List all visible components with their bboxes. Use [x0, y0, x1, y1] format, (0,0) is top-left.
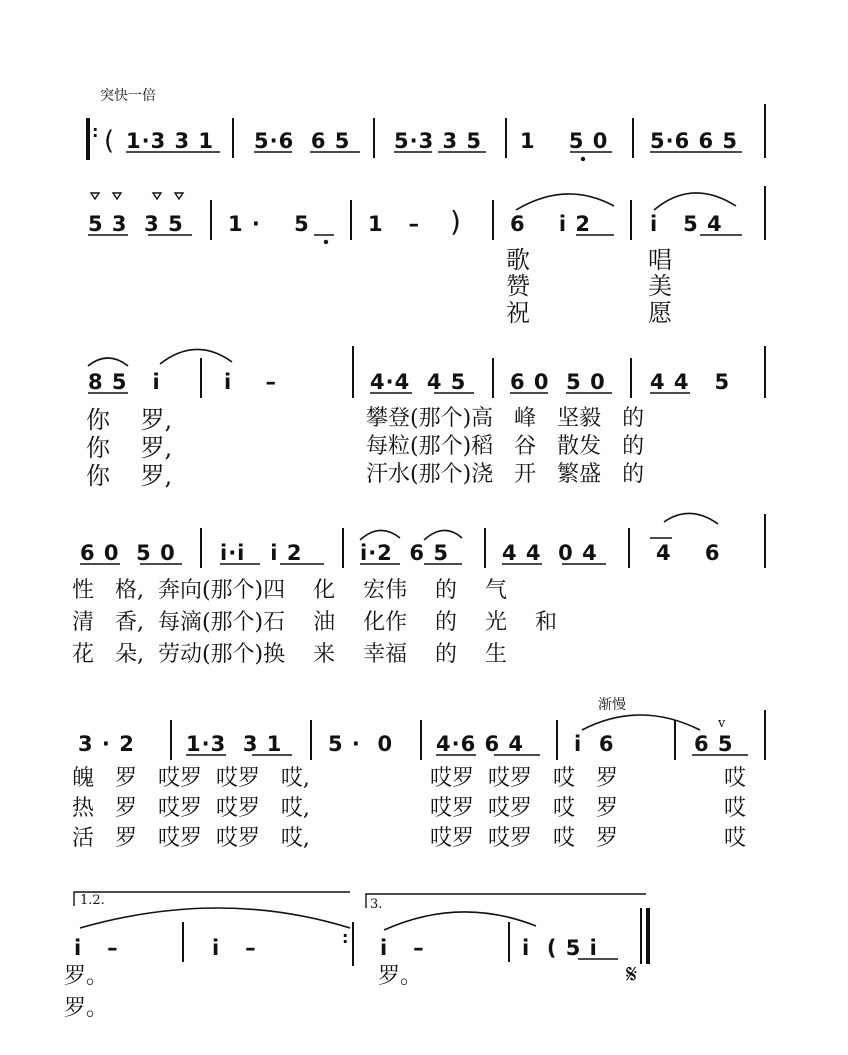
lyric-line: 魄 罗 哎罗 哎罗 哎,: [72, 766, 310, 791]
s6-measure-3: i –: [380, 936, 425, 960]
lyric: 愿: [648, 299, 672, 327]
s4-measure-2: i·i i 2: [220, 541, 303, 565]
lyric-line: 哎罗 哎罗 哎 罗: [430, 796, 618, 821]
s2-measure-3: 1 –: [368, 212, 421, 236]
s6-measure-4: i ( 5 i: [522, 936, 598, 960]
s3-measure-1: 8 5 i: [88, 370, 161, 394]
lyric-line: 你 罗,: [86, 406, 173, 434]
s5-measure-5: i 6: [574, 732, 615, 756]
lyric-line: 你 罗,: [86, 434, 173, 462]
lyric-line: 活 罗 哎罗 哎罗 哎,: [72, 826, 310, 851]
lyric: 祝: [506, 299, 530, 327]
lyric: 罗。: [64, 996, 109, 1021]
volta-label: 1.2.: [80, 893, 105, 908]
s1-measure-5: 5·6 6 5: [650, 129, 739, 153]
repeat-dots: :: [92, 122, 100, 141]
s1-measure-2: 5·6 6 5: [254, 129, 351, 153]
s1-measure-4: 1 5 0: [520, 129, 609, 153]
lyric: 罗。: [378, 964, 423, 989]
s5-measure-3: 5 · 0: [328, 732, 394, 756]
s1-measure-3: 5·3 3 5: [394, 129, 483, 153]
lyric: 罗。: [64, 964, 109, 989]
lyric: 哎: [724, 766, 747, 791]
s5-measure-6: 6 5: [694, 732, 734, 756]
segno-sign: 𝄋: [626, 960, 638, 990]
s5-measure-1: 3 · 2: [78, 732, 135, 756]
lyric-line: 攀登(那个)高 峰 坚毅 的: [366, 406, 645, 431]
s3-measure-4: 6 0 5 0: [510, 370, 606, 394]
s1-measure-1: 1·3 3 1: [126, 129, 215, 153]
s3-measure-2: i –: [224, 370, 277, 394]
lyric-line: 哎罗 哎罗 哎 罗: [430, 826, 618, 851]
lyric-line: 哎罗 哎罗 哎 罗: [430, 766, 618, 791]
lyric-line: 你 罗,: [86, 462, 173, 490]
s6-measure-2: i –: [212, 936, 257, 960]
lyric-line: 每粒(那个)稻 谷 散发 的: [366, 434, 645, 459]
lyric: 美: [648, 272, 672, 300]
tempo-mark: 突快一倍: [100, 88, 156, 104]
lyric-line: 花 朵, 劳动(那个)换 来 幸福 的 生: [72, 642, 508, 667]
s4-measure-1: 6 0 5 0: [80, 541, 176, 565]
lyric-line: 热 罗 哎罗 哎罗 哎,: [72, 796, 310, 821]
intro-close-paren: ): [450, 205, 462, 238]
lyric: 赞: [506, 272, 530, 300]
lyric: 哎: [724, 796, 747, 821]
volta-label: 3.: [370, 897, 383, 912]
lyric: 唱: [648, 246, 672, 274]
s5-measure-4: 4·6 6 4: [436, 732, 525, 756]
s3-measure-5: 4 4 5: [650, 370, 731, 394]
s2-measure-5: i 5 4: [650, 212, 723, 236]
s2-measure-1: 5 3 3 5: [88, 212, 184, 236]
s3-measure-3: 4·4 4 5: [370, 370, 467, 394]
s4-measure-4: 4 4 0 4: [502, 541, 598, 565]
intro-open-paren: (: [104, 126, 116, 156]
s4-measure-3: i·2 6 5: [360, 541, 449, 565]
s4-measure-5: 4 6: [656, 541, 721, 565]
lyric-line: 清 香, 每滴(那个)石 油 化作 的 光 和: [72, 610, 557, 635]
breath-mark: v: [718, 716, 726, 731]
s5-measure-2: 1·3 3 1: [186, 732, 283, 756]
s2-measure-2: 1 · 5: [228, 212, 310, 236]
lyric-line: 汗水(那个)浇 开 繁盛 的: [366, 462, 645, 487]
s6-measure-1: i –: [74, 936, 119, 960]
repeat-end-dots: :: [342, 928, 350, 947]
lyric: 哎: [724, 826, 747, 851]
lyric: 歌: [506, 246, 530, 274]
lyric-line: 性 格, 奔向(那个)四 化 宏伟 的 气: [72, 578, 508, 603]
s2-measure-4: 6 i 2: [510, 212, 591, 236]
tempo-mark: 渐慢: [598, 697, 626, 713]
